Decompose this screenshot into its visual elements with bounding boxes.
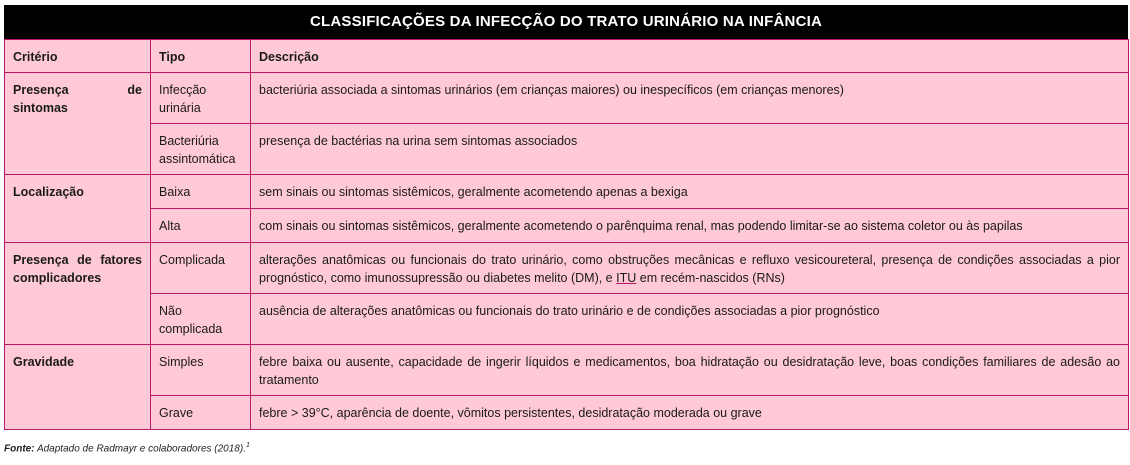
table-row	[5, 124, 1129, 175]
descricao-infeccao-urinaria: bacteriúria associada a sintomas urinários (em crianças maiores) ou inespecíficos (em crianças menores)	[251, 73, 1129, 124]
table-row	[5, 209, 1129, 243]
tipo-simples: Simples	[151, 345, 251, 396]
criterio-gravidade: Gravidade	[5, 345, 151, 430]
header-criterio: Critério	[5, 40, 151, 73]
descricao-alta: com sinais ou sintomas sistêmicos, geralmente acometendo o parênquima renal, mas podendo limitar-se ao sistema coletor ou às papilas	[251, 209, 1129, 243]
table-title: CLASSIFICAÇÕES DA INFECÇÃO DO TRATO URINÁRIO NA INFÂNCIA	[4, 5, 1128, 39]
descricao-complicada	[251, 243, 1129, 294]
header-descricao: Descrição	[251, 40, 1129, 73]
descricao-complicada-part-a: alterações anatômicas ou funcionais do trato urinário, como obstruções mecânicas e refluxo vesicoureteral, presença de condições associadas a pior prognóstico, como imunossupressão ou diabetes melito (DM), e	[259, 253, 1120, 285]
header-tipo: Tipo	[151, 40, 251, 73]
itu-abbreviation: ITU	[616, 271, 637, 285]
tipo-infeccao-urinaria: Infecção urinária	[151, 73, 251, 124]
table-row	[5, 243, 1129, 294]
descricao-bacteriuria-assintomatica: presença de bactérias na urina sem sintomas associados	[251, 124, 1129, 175]
header-row	[5, 40, 1129, 73]
classification-table-container	[4, 5, 1128, 430]
table-row	[5, 175, 1129, 209]
criterio-presenca-sintomas: Presença de sintomas	[5, 73, 151, 175]
table-row	[5, 73, 1129, 124]
tipo-nao-complicada: Não complicada	[151, 294, 251, 345]
tipo-baixa: Baixa	[151, 175, 251, 209]
tipo-bacteriuria-assintomatica: Bacteriúria assintomática	[151, 124, 251, 175]
tipo-alta: Alta	[151, 209, 251, 243]
descricao-complicada-part-b: em recém-nascidos (RNs)	[636, 271, 785, 285]
table-row	[5, 396, 1129, 430]
classification-table	[4, 39, 1129, 430]
footnote-text: Adaptado de Radmayr e colaboradores (2018).	[34, 443, 246, 455]
footnote-label: Fonte:	[4, 443, 35, 455]
criterio-fatores-complicadores: Presença de fatores complicadores	[5, 243, 151, 345]
criterio-localizacao: Localização	[5, 175, 151, 243]
descricao-nao-complicada: ausência de alterações anatômicas ou funcionais do trato urinário e de condições associadas a pior prognóstico	[251, 294, 1129, 345]
table-row	[5, 345, 1129, 396]
tipo-grave: Grave	[151, 396, 251, 430]
tipo-complicada: Complicada	[151, 243, 251, 294]
descricao-baixa: sem sinais ou sintomas sistêmicos, geralmente acometendo apenas a bexiga	[251, 175, 1129, 209]
footnote-reference: 1	[245, 442, 250, 449]
source-footnote	[4, 442, 250, 454]
table-row	[5, 294, 1129, 345]
descricao-simples: febre baixa ou ausente, capacidade de ingerir líquidos e medicamentos, boa hidratação ou desidratação leve, boas condições familiares de adesão ao tratamento	[251, 345, 1129, 396]
descricao-grave: febre > 39°C, aparência de doente, vômitos persistentes, desidratação moderada ou grave	[251, 396, 1129, 430]
